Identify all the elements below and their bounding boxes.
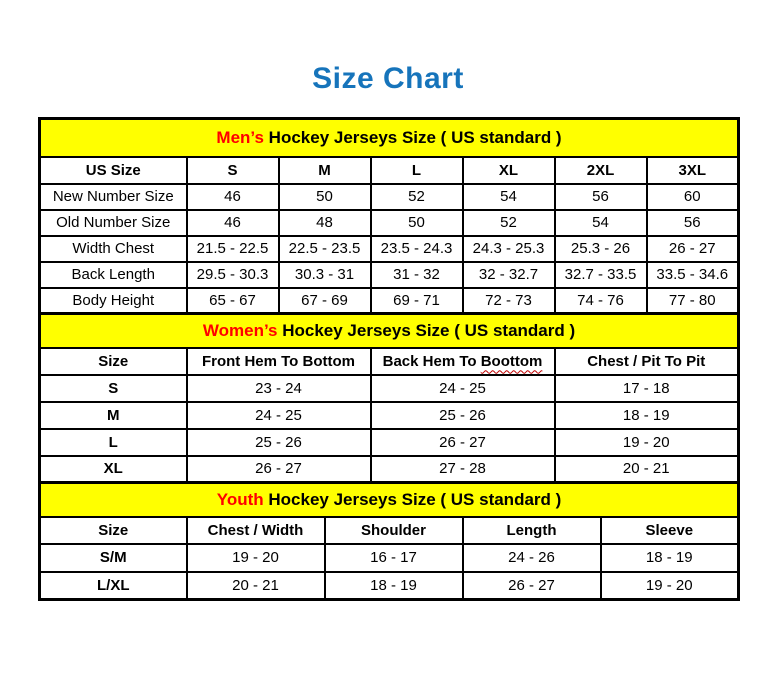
column-header: M: [279, 157, 371, 184]
table-cell: 50: [279, 184, 371, 210]
womens-band-rest: Hockey Jerseys Size ( US standard ): [277, 320, 576, 340]
column-header: 3XL: [647, 157, 739, 184]
row-label: S: [40, 375, 187, 402]
table-cell: 21.5 - 22.5: [187, 236, 279, 262]
spellcheck-underlined-word: Boottom: [480, 352, 543, 370]
row-label: New Number Size: [40, 184, 187, 210]
table-cell: 32.7 - 33.5: [555, 262, 647, 288]
column-header: XL: [463, 157, 555, 184]
table-cell: 26 - 27: [647, 236, 739, 262]
table-row: [40, 456, 739, 483]
table-cell: 24 - 26: [463, 544, 601, 572]
row-label: Body Height: [40, 288, 187, 314]
table-cell: 69 - 71: [371, 288, 463, 314]
column-header: Size: [40, 348, 187, 375]
table-cell: 26 - 27: [187, 456, 371, 483]
table-cell: 30.3 - 31: [279, 262, 371, 288]
table-cell: 19 - 20: [555, 429, 739, 456]
column-header: Chest / Pit To Pit: [555, 348, 739, 375]
table-cell: 65 - 67: [187, 288, 279, 314]
table-cell: 25.3 - 26: [555, 236, 647, 262]
column-header: Size: [40, 517, 187, 544]
table-cell: 77 - 80: [647, 288, 739, 314]
table-row: [40, 402, 739, 429]
table-cell: 31 - 32: [371, 262, 463, 288]
table-cell: 22.5 - 23.5: [279, 236, 371, 262]
table-cell: 46: [187, 184, 279, 210]
youth-band-rest: Hockey Jerseys Size ( US standard ): [263, 489, 562, 509]
table-row: [40, 210, 739, 236]
table-cell: 72 - 73: [463, 288, 555, 314]
mens-band-row: [40, 119, 739, 157]
mens-band-title: [40, 119, 739, 157]
table-cell: 32 - 32.7: [463, 262, 555, 288]
table-row: [40, 544, 739, 572]
table-cell: 25 - 26: [371, 402, 555, 429]
table-cell: 25 - 26: [187, 429, 371, 456]
column-header: Chest / Width: [187, 517, 325, 544]
column-header: Shoulder: [325, 517, 463, 544]
mens-header-row: [40, 157, 739, 184]
table-cell: 74 - 76: [555, 288, 647, 314]
mens-band-rest: Hockey Jerseys Size ( US standard ): [263, 127, 562, 147]
womens-band-highlight: Women’s: [202, 320, 278, 340]
table-row: [40, 429, 739, 456]
table-cell: 24 - 25: [187, 402, 371, 429]
column-header: S: [187, 157, 279, 184]
table-cell: 46: [187, 210, 279, 236]
mens-size-table: [38, 117, 740, 315]
table-cell: 60: [647, 184, 739, 210]
column-header-misspelled: [371, 348, 555, 375]
row-label: S/M: [40, 544, 187, 572]
table-cell: 67 - 69: [279, 288, 371, 314]
column-header: L: [371, 157, 463, 184]
youth-band-row: [40, 483, 739, 517]
table-cell: 20 - 21: [187, 572, 325, 600]
table-cell: 26 - 27: [371, 429, 555, 456]
row-label: M: [40, 402, 187, 429]
youth-band-highlight: Youth: [216, 489, 264, 509]
table-cell: 52: [463, 210, 555, 236]
table-row: [40, 288, 739, 314]
table-cell: 19 - 20: [601, 572, 739, 600]
womens-band-title: [40, 314, 739, 348]
page-title: Size Chart: [312, 62, 464, 95]
table-cell: 56: [647, 210, 739, 236]
table-cell: 20 - 21: [555, 456, 739, 483]
row-label: Back Length: [40, 262, 187, 288]
table-cell: 56: [555, 184, 647, 210]
table-cell: 23.5 - 24.3: [371, 236, 463, 262]
youth-band-title: [40, 483, 739, 517]
mens-band-highlight: Men’s: [216, 127, 264, 147]
youth-size-table: [38, 481, 740, 601]
row-label: XL: [40, 456, 187, 483]
table-row: [40, 375, 739, 402]
table-cell: 50: [371, 210, 463, 236]
column-header: 2XL: [555, 157, 647, 184]
table-row: [40, 184, 739, 210]
womens-band-row: [40, 314, 739, 348]
table-cell: 17 - 18: [555, 375, 739, 402]
table-cell: 18 - 19: [601, 544, 739, 572]
table-cell: 16 - 17: [325, 544, 463, 572]
table-cell: 48: [279, 210, 371, 236]
youth-header-row: [40, 517, 739, 544]
table-cell: 24.3 - 25.3: [463, 236, 555, 262]
size-chart-container: [38, 117, 737, 601]
womens-size-table: [38, 312, 740, 484]
womens-header-row: [40, 348, 739, 375]
column-header: US Size: [40, 157, 187, 184]
table-cell: 29.5 - 30.3: [187, 262, 279, 288]
table-row: [40, 262, 739, 288]
table-cell: 33.5 - 34.6: [647, 262, 739, 288]
row-label: L: [40, 429, 187, 456]
table-cell: 23 - 24: [187, 375, 371, 402]
column-header: Front Hem To Bottom: [187, 348, 371, 375]
table-cell: 27 - 28: [371, 456, 555, 483]
column-header: Length: [463, 517, 601, 544]
row-label: Old Number Size: [40, 210, 187, 236]
column-header: Sleeve: [601, 517, 739, 544]
table-cell: 18 - 19: [555, 402, 739, 429]
table-row: [40, 236, 739, 262]
table-cell: 18 - 19: [325, 572, 463, 600]
table-cell: 52: [371, 184, 463, 210]
table-cell: 26 - 27: [463, 572, 601, 600]
row-label: L/XL: [40, 572, 187, 600]
table-cell: 19 - 20: [187, 544, 325, 572]
table-cell: 24 - 25: [371, 375, 555, 402]
table-row: [40, 572, 739, 600]
table-cell: 54: [463, 184, 555, 210]
row-label: Width Chest: [40, 236, 187, 262]
header-text: Back Hem To: [382, 352, 481, 370]
table-cell: 54: [555, 210, 647, 236]
